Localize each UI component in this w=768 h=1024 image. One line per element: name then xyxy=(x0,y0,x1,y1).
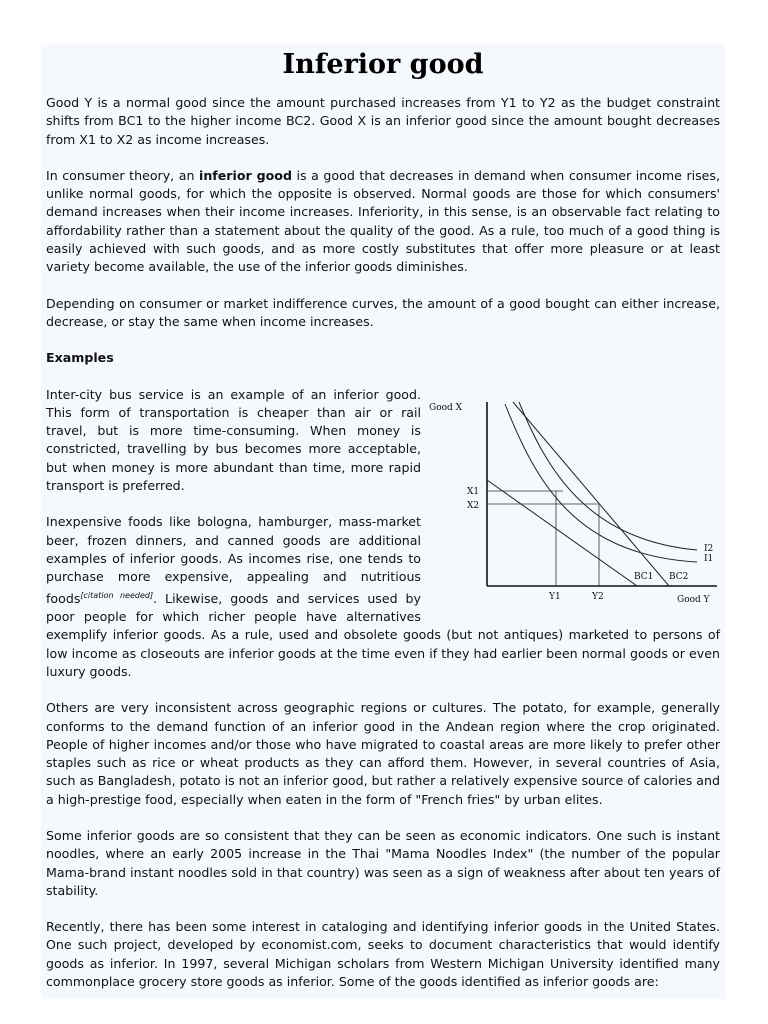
indifference-curve-diagram xyxy=(427,390,723,608)
potato-paragraph: Others are very inconsistent across geographic regions or cultures. The potato, for example, generally conforms to the demand function of an inferior good in the Andean region where the crop originated. People of higher incomes and/or those who have migrated to coastal areas are more likely to prefer other staples such as rice or wheat products as they can afford them. However, in several countries of Asia, such as Bangladesh, potato is not an inferior good, but rather a relatively expensive source of calories and a high-prestige food, especially when eaten in the form of "French fries" by urban elites. xyxy=(46,700,720,807)
text-run: is a good that decreases in demand when consumer income rises, unlike normal goods, for which the opposite is observed. Normal goods are those for which consumers' demand increases when their income increases. Inferiority, in this sense, is an observable fact relating to affordability rather than a statement about the quality of the good. As a rule, too much of a good thing is easily achieved with such goods, and as more costly substitutes that offer more pleasure or at least variety become available, the use of the inferior goods diminishes. xyxy=(46,167,720,275)
indifference-curve-i2 xyxy=(519,402,697,550)
i2-label: I2 xyxy=(704,543,714,554)
y-axis-label: Good X xyxy=(429,402,463,413)
budget-line-bc1 xyxy=(487,480,637,586)
text-run: . Likewise, goods and services used by poor people for which richer people have alternatives exemplify inferior goods. As a rule, used and obsolete goods (but not antiques) marketed to persons of low income as closeouts are inferior goods at the time even if they had earlier been normal goods or even luxury goods. xyxy=(46,590,720,679)
page-title: Inferior good xyxy=(282,49,484,80)
x1-label: X1 xyxy=(467,486,480,497)
x2-label: X2 xyxy=(467,500,480,511)
definition-paragraph xyxy=(41,167,725,277)
bc1-label: BC1 xyxy=(634,571,654,582)
bus-example-paragraph: Inter-city bus service is an example of an inferior good. This form of transportation is cheaper than air or rail travel, but is more time-consuming. When money is constricted, travelling by bus becomes more acceptable, but when money is more abundant than time, more rapid transport is preferred. xyxy=(46,386,421,494)
text-run: In consumer theory, an xyxy=(46,167,199,183)
article xyxy=(41,44,725,999)
indifference-paragraph: Depending on consumer or market indifference curves, the amount of a good bought can either increase, decrease, or stay the same when income increases. xyxy=(46,295,720,329)
y2-label: Y2 xyxy=(592,591,604,602)
cataloging-paragraph: Recently, there has been some interest in cataloging and identifying inferior goods in the United States. One such project, developed by economist.com, seeks to document characteristics that would identify goods as inferior. In 1997, several Michigan scholars from Western Michigan University identified many commonplace grocery store goods as inferior. Some of the goods identified as inferior goods are: xyxy=(46,919,720,990)
examples-section xyxy=(41,386,725,682)
bold-term: inferior good xyxy=(199,167,292,183)
citation-needed: [citation needed] xyxy=(80,590,154,600)
bc2-label: BC2 xyxy=(669,571,689,582)
indifference-curve-i1 xyxy=(505,404,697,562)
intro-paragraph: Good Y is a normal good since the amount purchased increases from Y1 to Y2 as the budget constraint shifts from BC1 to the higher income BC2. Good X is an inferior good since the amount bought decreases from X1 to X2 as income increases. xyxy=(46,95,720,147)
text-run: Inexpensive foods like bologna, hamburger, mass-market beer, frozen dinners, and canned goods are additional examples of inferior goods. As incomes rise, one tends to purchase more expensive, appealing and nutritious foods xyxy=(46,514,421,606)
i1-label: I1 xyxy=(704,553,714,564)
x-axis-label: Good Y xyxy=(677,594,710,605)
indifference-curve-figure xyxy=(427,390,723,608)
y1-label: Y1 xyxy=(549,591,561,602)
noodles-paragraph: Some inferior goods are so consistent that they can be seen as economic indicators. One such is instant noodles, where an early 2005 increase in the Thai "Mama Noodles Index" (the number of the popular Mama-brand instant noodles sold in that country) was seen as a sign of weakness after about ten years of stability. xyxy=(46,827,720,898)
examples-heading: Examples xyxy=(46,350,114,366)
budget-line-bc2 xyxy=(513,402,669,586)
